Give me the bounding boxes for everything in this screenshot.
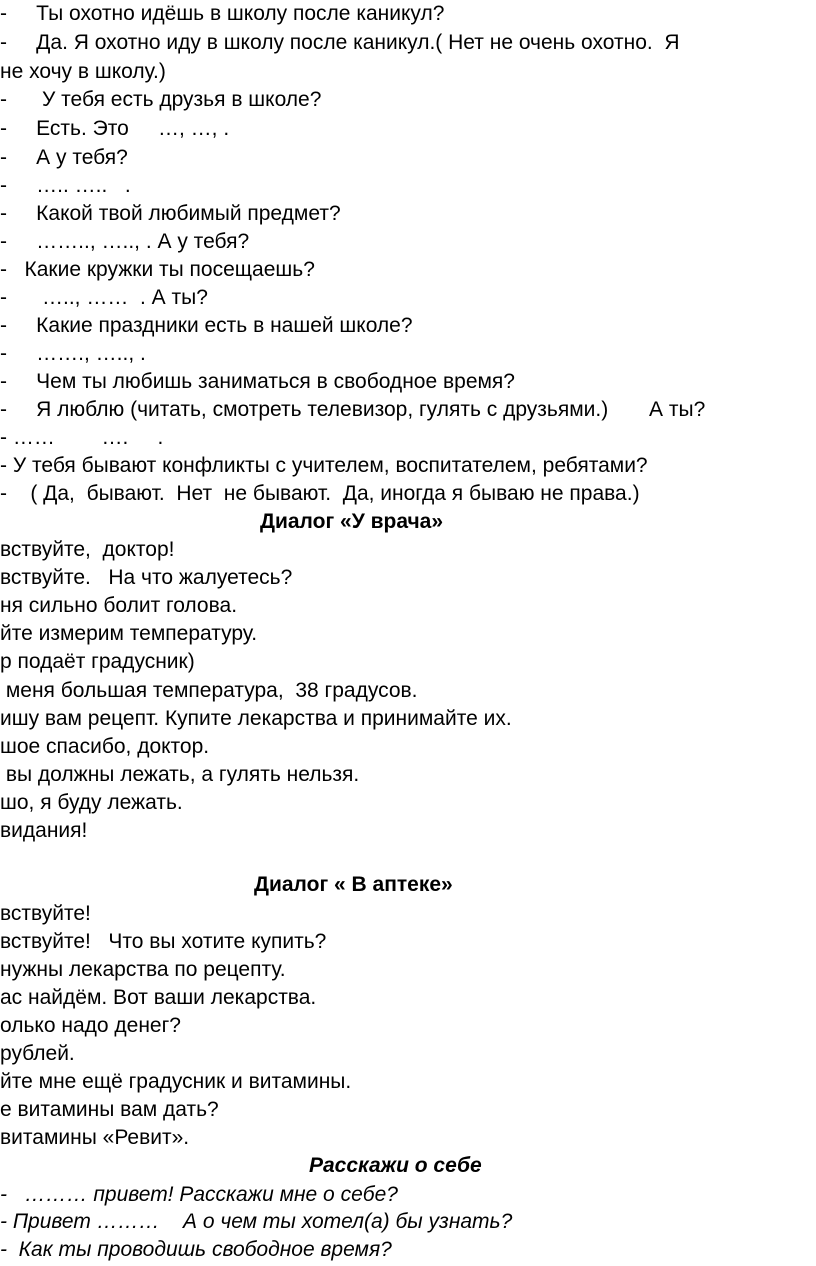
dialog-line: не хочу в школу.) bbox=[0, 60, 166, 83]
dialog-line: - Привет ……… А о чем ты хотел(а) бы узнать? bbox=[0, 1210, 513, 1233]
dialog-line: р подаёт градусник) bbox=[0, 650, 195, 673]
heading-about: Расскажи о себе bbox=[309, 1154, 482, 1177]
dialog-line: - ……… привет! Расскажи мне о себе? bbox=[0, 1183, 398, 1206]
dialog-line: - ……., ….., . bbox=[0, 342, 146, 365]
heading-doctor: Диалог «У врача» bbox=[260, 510, 444, 533]
dialog-line: - …… …. . bbox=[0, 426, 164, 449]
dialog-line: ишу вам рецепт. Купите лекарства и принимайте их. bbox=[0, 707, 512, 730]
dialog-line: вствуйте! Что вы хотите купить? bbox=[0, 930, 327, 953]
dialog-line: нужны лекарства по рецепту. bbox=[0, 958, 286, 981]
dialog-line: - У тебя бывают конфликты с учителем, воспитателем, ребятами? bbox=[0, 454, 648, 477]
dialog-line: меня большая температура, 38 градусов. bbox=[0, 679, 418, 702]
dialog-line: ас найдём. Вот ваши лекарства. bbox=[0, 986, 317, 1009]
dialog-line: рублей. bbox=[0, 1042, 75, 1065]
dialog-line: витамины «Ревит». bbox=[0, 1126, 190, 1149]
dialog-line: - Да. Я охотно иду в школу после каникул.( Нет не очень охотно. Я bbox=[0, 31, 680, 54]
dialog-line: - Есть. Это …, …, . bbox=[0, 117, 230, 140]
dialog-line: е витамины вам дать? bbox=[0, 1098, 219, 1121]
heading-pharmacy: Диалог « В аптеке» bbox=[254, 873, 453, 896]
dialog-line: - ….. ….. . bbox=[0, 174, 131, 197]
dialog-line: ня сильно болит голова. bbox=[0, 594, 238, 617]
dialog-line: йте измерим температуру. bbox=[0, 622, 258, 645]
dialog-line: видания! bbox=[0, 819, 88, 842]
dialog-line: - Какие кружки ты посещаешь? bbox=[0, 258, 315, 281]
dialog-line: олько надо денег? bbox=[0, 1014, 181, 1037]
dialog-line: - ….., …… . А ты? bbox=[0, 286, 208, 309]
dialog-line: - Ты охотно идёшь в школу после каникул? bbox=[0, 2, 445, 25]
dialog-line: вствуйте, доктор! bbox=[0, 538, 175, 561]
dialog-line: - Какие праздники есть в нашей школе? bbox=[0, 314, 413, 337]
dialog-line: - А у тебя? bbox=[0, 146, 128, 169]
dialog-line: - Я люблю (читать, смотреть телевизор, гулять с друзьями.) А ты? bbox=[0, 398, 706, 421]
dialog-line: шо, я буду лежать. bbox=[0, 791, 183, 814]
dialog-line: - Какой твой любимый предмет? bbox=[0, 202, 341, 225]
dialog-line: - Чем ты любишь заниматься в свободное время? bbox=[0, 370, 515, 393]
dialog-line: - У тебя есть друзья в школе? bbox=[0, 88, 322, 111]
dialog-line: вствуйте! bbox=[0, 902, 91, 925]
dialog-line: йте мне ещё градусник и витамины. bbox=[0, 1070, 352, 1093]
dialog-line: вы должны лежать, а гулять нельзя. bbox=[0, 763, 360, 786]
dialog-line: вствуйте. На что жалуетесь? bbox=[0, 566, 293, 589]
dialog-line: - ( Да, бывают. Нет не бывают. Да, иногда я бываю не права.) bbox=[0, 482, 640, 505]
dialog-line: шое спасибо, доктор. bbox=[0, 735, 210, 758]
dialog-line: - …….., ….., . А у тебя? bbox=[0, 230, 250, 253]
dialog-line: - Как ты проводишь свободное время? bbox=[0, 1238, 392, 1261]
